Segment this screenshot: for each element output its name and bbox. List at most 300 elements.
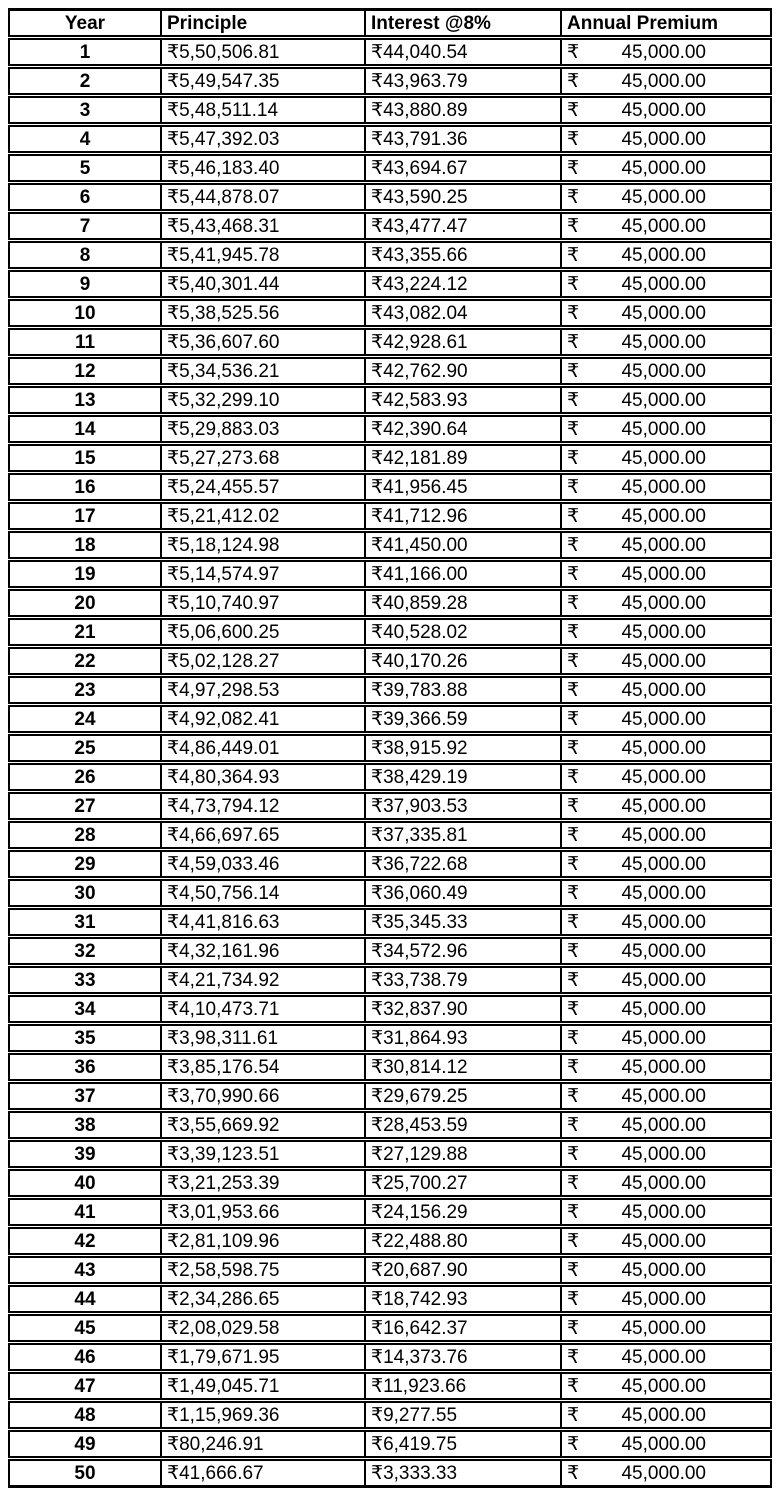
- year-cell: 12: [9, 357, 161, 386]
- premium-value: [562, 1000, 770, 1019]
- premium-value: [562, 594, 770, 613]
- premium-value: [562, 1087, 770, 1106]
- premium-value: [562, 1029, 770, 1048]
- premium-cell: [561, 1343, 771, 1372]
- interest-cell: ₹41,712.96: [365, 502, 561, 531]
- principle-cell: ₹3,01,953.66: [161, 1198, 365, 1227]
- principle-cell: ₹3,85,176.54: [161, 1053, 365, 1082]
- table-row: [9, 908, 771, 937]
- premium-value: [562, 826, 770, 845]
- premium-cell: [561, 1285, 771, 1314]
- year-cell: 39: [9, 1140, 161, 1169]
- rupee-symbol: ₹: [567, 824, 580, 846]
- interest-cell: ₹37,903.53: [365, 792, 561, 821]
- rupee-symbol: ₹: [567, 70, 580, 92]
- rupee-symbol: ₹: [567, 1404, 580, 1426]
- year-cell: 21: [9, 618, 161, 647]
- year-cell: 25: [9, 734, 161, 763]
- rupee-symbol: ₹: [567, 244, 580, 266]
- premium-cell: [561, 821, 771, 850]
- premium-cell: [561, 879, 771, 908]
- premium-value: [562, 1348, 770, 1367]
- rupee-symbol: ₹: [567, 650, 580, 672]
- interest-cell: ₹18,742.93: [365, 1285, 561, 1314]
- interest-cell: ₹43,477.47: [365, 212, 561, 241]
- table-row: [9, 357, 771, 386]
- interest-cell: ₹34,572.96: [365, 937, 561, 966]
- year-cell: 46: [9, 1343, 161, 1372]
- premium-value: [562, 478, 770, 497]
- premium-value: [562, 768, 770, 787]
- premium-value: [562, 1464, 770, 1483]
- rupee-symbol: ₹: [567, 882, 580, 904]
- premium-amount: 45,000.00: [621, 824, 706, 846]
- premium-value: [562, 971, 770, 990]
- table-row: [9, 38, 771, 67]
- premium-cell: [561, 937, 771, 966]
- year-cell: 36: [9, 1053, 161, 1082]
- premium-amount: 45,000.00: [621, 708, 706, 730]
- premium-value: [562, 1377, 770, 1396]
- interest-cell: ₹40,528.02: [365, 618, 561, 647]
- principle-cell: ₹80,246.91: [161, 1430, 365, 1459]
- column-header-interest: Interest @8%: [365, 10, 561, 38]
- rupee-symbol: ₹: [567, 795, 580, 817]
- rupee-symbol: ₹: [567, 766, 580, 788]
- premium-value: [562, 101, 770, 120]
- principle-cell: ₹5,40,301.44: [161, 270, 365, 299]
- premium-amount: 45,000.00: [621, 853, 706, 875]
- principle-cell: ₹3,39,123.51: [161, 1140, 365, 1169]
- premium-amount: 45,000.00: [621, 476, 706, 498]
- rupee-symbol: ₹: [567, 940, 580, 962]
- table-row: [9, 589, 771, 618]
- interest-cell: ₹9,277.55: [365, 1401, 561, 1430]
- year-cell: 6: [9, 183, 161, 212]
- year-cell: 2: [9, 67, 161, 96]
- rupee-symbol: ₹: [567, 476, 580, 498]
- rupee-symbol: ₹: [567, 1114, 580, 1136]
- principle-cell: ₹5,47,392.03: [161, 125, 365, 154]
- premium-value: [562, 1203, 770, 1222]
- premium-cell: [561, 154, 771, 183]
- table-row: [9, 125, 771, 154]
- premium-cell: [561, 1024, 771, 1053]
- premium-cell: [561, 415, 771, 444]
- premium-amount: 45,000.00: [621, 592, 706, 614]
- premium-amount: 45,000.00: [621, 969, 706, 991]
- table-row: [9, 1053, 771, 1082]
- year-cell: 18: [9, 531, 161, 560]
- premium-value: [562, 275, 770, 294]
- table-row: [9, 1169, 771, 1198]
- principle-cell: ₹5,18,124.98: [161, 531, 365, 560]
- rupee-symbol: ₹: [567, 273, 580, 295]
- principle-cell: ₹4,10,473.71: [161, 995, 365, 1024]
- premium-amount: 45,000.00: [621, 1114, 706, 1136]
- table-row: [9, 1082, 771, 1111]
- year-cell: 28: [9, 821, 161, 850]
- year-cell: 17: [9, 502, 161, 531]
- table-row: [9, 444, 771, 473]
- principle-cell: ₹4,86,449.01: [161, 734, 365, 763]
- premium-amount: 45,000.00: [621, 447, 706, 469]
- year-cell: 11: [9, 328, 161, 357]
- table-row: [9, 560, 771, 589]
- table-row: [9, 96, 771, 125]
- year-cell: 10: [9, 299, 161, 328]
- premium-cell: [561, 183, 771, 212]
- table-row: [9, 270, 771, 299]
- interest-cell: ₹16,642.37: [365, 1314, 561, 1343]
- year-cell: 37: [9, 1082, 161, 1111]
- premium-cell: [561, 357, 771, 386]
- rupee-symbol: ₹: [567, 186, 580, 208]
- principle-cell: ₹3,55,669.92: [161, 1111, 365, 1140]
- interest-cell: ₹43,590.25: [365, 183, 561, 212]
- premium-cell: [561, 1169, 771, 1198]
- premium-cell: [561, 763, 771, 792]
- table-row: [9, 966, 771, 995]
- table-body: [9, 38, 771, 1487]
- rupee-symbol: ₹: [567, 1143, 580, 1165]
- premium-cell: [561, 386, 771, 415]
- premium-amount: 45,000.00: [621, 650, 706, 672]
- year-cell: 33: [9, 966, 161, 995]
- table-row: [9, 879, 771, 908]
- rupee-symbol: ₹: [567, 360, 580, 382]
- principle-cell: ₹4,73,794.12: [161, 792, 365, 821]
- year-cell: 5: [9, 154, 161, 183]
- premium-cell: [561, 1401, 771, 1430]
- interest-cell: ₹42,762.90: [365, 357, 561, 386]
- premium-amount: 45,000.00: [621, 186, 706, 208]
- rupee-symbol: ₹: [567, 621, 580, 643]
- premium-amount: 45,000.00: [621, 1404, 706, 1426]
- premium-amount: 45,000.00: [621, 998, 706, 1020]
- rupee-symbol: ₹: [567, 679, 580, 701]
- premium-value: [562, 130, 770, 149]
- principle-cell: ₹5,50,506.81: [161, 38, 365, 67]
- premium-amount: 45,000.00: [621, 679, 706, 701]
- table-row: [9, 1024, 771, 1053]
- year-cell: 1: [9, 38, 161, 67]
- interest-cell: ₹36,722.68: [365, 850, 561, 879]
- column-header-year: Year: [9, 10, 161, 38]
- premium-cell: [561, 1082, 771, 1111]
- year-cell: 8: [9, 241, 161, 270]
- principle-cell: ₹5,29,883.03: [161, 415, 365, 444]
- premium-amount: 45,000.00: [621, 1230, 706, 1252]
- interest-cell: ₹38,915.92: [365, 734, 561, 763]
- interest-cell: ₹43,694.67: [365, 154, 561, 183]
- year-cell: 45: [9, 1314, 161, 1343]
- table-row: [9, 473, 771, 502]
- premium-value: [562, 884, 770, 903]
- premium-cell: [561, 299, 771, 328]
- premium-value: [562, 449, 770, 468]
- principle-cell: ₹5,41,945.78: [161, 241, 365, 270]
- premium-amount: 45,000.00: [621, 99, 706, 121]
- year-cell: 38: [9, 1111, 161, 1140]
- premium-value: [562, 1319, 770, 1338]
- premium-value: [562, 1406, 770, 1425]
- premium-amount: 45,000.00: [621, 737, 706, 759]
- premium-cell: [561, 1372, 771, 1401]
- premium-amount: 45,000.00: [621, 41, 706, 63]
- table-row: [9, 1314, 771, 1343]
- premium-cell: [561, 734, 771, 763]
- interest-cell: ₹30,814.12: [365, 1053, 561, 1082]
- principle-cell: ₹5,32,299.10: [161, 386, 365, 415]
- year-cell: 13: [9, 386, 161, 415]
- interest-cell: ₹40,170.26: [365, 647, 561, 676]
- table-row: [9, 415, 771, 444]
- principle-cell: ₹5,36,607.60: [161, 328, 365, 357]
- rupee-symbol: ₹: [567, 563, 580, 585]
- principle-cell: ₹3,70,990.66: [161, 1082, 365, 1111]
- premium-cell: [561, 38, 771, 67]
- principle-cell: ₹1,49,045.71: [161, 1372, 365, 1401]
- interest-cell: ₹29,679.25: [365, 1082, 561, 1111]
- header-row: [9, 10, 771, 38]
- interest-cell: ₹20,687.90: [365, 1256, 561, 1285]
- interest-cell: ₹37,335.81: [365, 821, 561, 850]
- premium-cell: [561, 502, 771, 531]
- rupee-symbol: ₹: [567, 1201, 580, 1223]
- table-row: [9, 1256, 771, 1285]
- premium-value: [562, 1058, 770, 1077]
- premium-cell: [561, 647, 771, 676]
- premium-amount: 45,000.00: [621, 215, 706, 237]
- principle-cell: ₹4,59,033.46: [161, 850, 365, 879]
- premium-cell: [561, 531, 771, 560]
- premium-value: [562, 391, 770, 410]
- premium-amount: 45,000.00: [621, 244, 706, 266]
- premium-value: [562, 43, 770, 62]
- table-row: [9, 67, 771, 96]
- premium-value: [562, 1174, 770, 1193]
- interest-cell: ₹43,082.04: [365, 299, 561, 328]
- premium-amount: 45,000.00: [621, 418, 706, 440]
- year-cell: 7: [9, 212, 161, 241]
- premium-amount: 45,000.00: [621, 1433, 706, 1455]
- premium-amount: 45,000.00: [621, 534, 706, 556]
- year-cell: 40: [9, 1169, 161, 1198]
- premium-amount: 45,000.00: [621, 1317, 706, 1339]
- principle-cell: ₹5,48,511.14: [161, 96, 365, 125]
- rupee-symbol: ₹: [567, 505, 580, 527]
- premium-amount: 45,000.00: [621, 1027, 706, 1049]
- rupee-symbol: ₹: [567, 1462, 580, 1484]
- principle-cell: ₹4,66,697.65: [161, 821, 365, 850]
- year-cell: 27: [9, 792, 161, 821]
- rupee-symbol: ₹: [567, 389, 580, 411]
- year-cell: 29: [9, 850, 161, 879]
- table-row: [9, 1401, 771, 1430]
- premium-value: [562, 1435, 770, 1454]
- year-cell: 15: [9, 444, 161, 473]
- interest-cell: ₹11,923.66: [365, 1372, 561, 1401]
- premium-cell: [561, 1430, 771, 1459]
- premium-cell: [561, 589, 771, 618]
- premium-cell: [561, 705, 771, 734]
- premium-cell: [561, 1053, 771, 1082]
- rupee-symbol: ₹: [567, 99, 580, 121]
- interest-cell: ₹42,390.64: [365, 415, 561, 444]
- rupee-symbol: ₹: [567, 1085, 580, 1107]
- year-cell: 23: [9, 676, 161, 705]
- interest-cell: ₹43,355.66: [365, 241, 561, 270]
- interest-cell: ₹43,224.12: [365, 270, 561, 299]
- table-row: [9, 792, 771, 821]
- interest-cell: ₹42,181.89: [365, 444, 561, 473]
- principle-cell: ₹5,44,878.07: [161, 183, 365, 212]
- premium-cell: [561, 212, 771, 241]
- year-cell: 47: [9, 1372, 161, 1401]
- premium-amount: 45,000.00: [621, 882, 706, 904]
- column-header-principle: Principle: [161, 10, 365, 38]
- principle-cell: ₹5,43,468.31: [161, 212, 365, 241]
- premium-cell: [561, 1256, 771, 1285]
- year-cell: 50: [9, 1459, 161, 1487]
- principle-cell: ₹5,46,183.40: [161, 154, 365, 183]
- interest-cell: ₹3,333.33: [365, 1459, 561, 1487]
- table-row: [9, 1140, 771, 1169]
- principle-cell: ₹2,34,286.65: [161, 1285, 365, 1314]
- premium-cell: [561, 444, 771, 473]
- interest-cell: ₹24,156.29: [365, 1198, 561, 1227]
- premium-amount: 45,000.00: [621, 128, 706, 150]
- table-row: [9, 183, 771, 212]
- premium-value: [562, 855, 770, 874]
- rupee-symbol: ₹: [567, 1433, 580, 1455]
- premium-amount: 45,000.00: [621, 795, 706, 817]
- interest-cell: ₹39,783.88: [365, 676, 561, 705]
- premium-amount: 45,000.00: [621, 911, 706, 933]
- year-cell: 16: [9, 473, 161, 502]
- interest-cell: ₹27,129.88: [365, 1140, 561, 1169]
- premium-value: [562, 623, 770, 642]
- interest-cell: ₹42,928.61: [365, 328, 561, 357]
- premium-value: [562, 652, 770, 671]
- rupee-symbol: ₹: [567, 215, 580, 237]
- year-cell: 32: [9, 937, 161, 966]
- premium-value: [562, 565, 770, 584]
- rupee-symbol: ₹: [567, 1317, 580, 1339]
- premium-amount: 45,000.00: [621, 1056, 706, 1078]
- premium-value: [562, 739, 770, 758]
- principle-cell: ₹2,58,598.75: [161, 1256, 365, 1285]
- table-row: [9, 386, 771, 415]
- principle-cell: ₹5,24,455.57: [161, 473, 365, 502]
- premium-cell: [561, 270, 771, 299]
- interest-cell: ₹22,488.80: [365, 1227, 561, 1256]
- rupee-symbol: ₹: [567, 1259, 580, 1281]
- premium-cell: [561, 67, 771, 96]
- premium-amount: 45,000.00: [621, 1201, 706, 1223]
- principle-cell: ₹2,81,109.96: [161, 1227, 365, 1256]
- premium-amount: 45,000.00: [621, 70, 706, 92]
- interest-cell: ₹41,956.45: [365, 473, 561, 502]
- premium-cell: [561, 618, 771, 647]
- principle-cell: ₹5,49,547.35: [161, 67, 365, 96]
- premium-amount: 45,000.00: [621, 563, 706, 585]
- year-cell: 26: [9, 763, 161, 792]
- interest-cell: ₹43,791.36: [365, 125, 561, 154]
- interest-cell: ₹14,373.76: [365, 1343, 561, 1372]
- rupee-symbol: ₹: [567, 418, 580, 440]
- principle-cell: ₹4,92,082.41: [161, 705, 365, 734]
- interest-cell: ₹42,583.93: [365, 386, 561, 415]
- premium-amount: 45,000.00: [621, 1085, 706, 1107]
- table-row: [9, 734, 771, 763]
- premium-value: [562, 304, 770, 323]
- interest-cell: ₹38,429.19: [365, 763, 561, 792]
- interest-cell: ₹32,837.90: [365, 995, 561, 1024]
- premium-amount: 45,000.00: [621, 940, 706, 962]
- table-row: [9, 763, 771, 792]
- table-row: [9, 821, 771, 850]
- principle-cell: ₹5,10,740.97: [161, 589, 365, 618]
- premium-value: [562, 188, 770, 207]
- rupee-symbol: ₹: [567, 911, 580, 933]
- interest-cell: ₹31,864.93: [365, 1024, 561, 1053]
- premium-cell: [561, 850, 771, 879]
- table-row: [9, 937, 771, 966]
- year-cell: 34: [9, 995, 161, 1024]
- principle-cell: ₹3,21,253.39: [161, 1169, 365, 1198]
- year-cell: 30: [9, 879, 161, 908]
- table-row: [9, 1198, 771, 1227]
- year-cell: 3: [9, 96, 161, 125]
- table-row: [9, 241, 771, 270]
- year-cell: 4: [9, 125, 161, 154]
- premium-value: [562, 1232, 770, 1251]
- interest-cell: ₹40,859.28: [365, 589, 561, 618]
- premium-cell: [561, 1198, 771, 1227]
- premium-value: [562, 1145, 770, 1164]
- interest-cell: ₹6,419.75: [365, 1430, 561, 1459]
- table-row: [9, 1227, 771, 1256]
- premium-cell: [561, 328, 771, 357]
- premium-value: [562, 362, 770, 381]
- rupee-symbol: ₹: [567, 1375, 580, 1397]
- rupee-symbol: ₹: [567, 331, 580, 353]
- premium-amount: 45,000.00: [621, 273, 706, 295]
- premium-value: [562, 420, 770, 439]
- premium-cell: [561, 792, 771, 821]
- principle-cell: ₹5,27,273.68: [161, 444, 365, 473]
- premium-amount: 45,000.00: [621, 1143, 706, 1165]
- principle-cell: ₹4,21,734.92: [161, 966, 365, 995]
- year-cell: 42: [9, 1227, 161, 1256]
- principle-cell: ₹5,06,600.25: [161, 618, 365, 647]
- table-row: [9, 154, 771, 183]
- year-cell: 48: [9, 1401, 161, 1430]
- interest-cell: ₹25,700.27: [365, 1169, 561, 1198]
- table-row: [9, 1459, 771, 1487]
- principle-cell: ₹5,38,525.56: [161, 299, 365, 328]
- table-row: [9, 1111, 771, 1140]
- table-header: [9, 10, 771, 38]
- principle-cell: ₹5,02,128.27: [161, 647, 365, 676]
- year-cell: 31: [9, 908, 161, 937]
- interest-cell: ₹35,345.33: [365, 908, 561, 937]
- premium-value: [562, 217, 770, 236]
- principle-cell: ₹5,14,574.97: [161, 560, 365, 589]
- table-row: [9, 1285, 771, 1314]
